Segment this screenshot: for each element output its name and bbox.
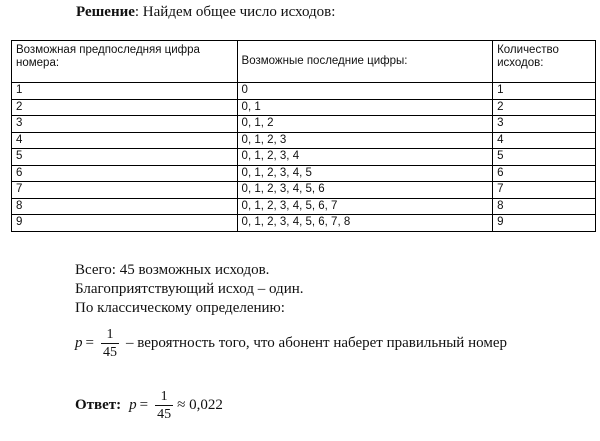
cell-outcome-count: 7	[493, 182, 596, 199]
header-outcome-count: Количество исходов:	[493, 41, 596, 83]
cell-penultimate-digit: 5	[12, 149, 238, 166]
probability-formula	[75, 326, 507, 361]
solution-heading	[76, 2, 335, 22]
answer-fraction	[155, 388, 173, 423]
header-last-digits: Возможные последние цифры:	[237, 41, 493, 83]
formula-numerator: 1	[106, 327, 114, 342]
formula-equals: =	[85, 335, 94, 351]
table-header-row	[12, 41, 596, 83]
cell-penultimate-digit: 1	[12, 83, 238, 100]
answer-label-text: Ответ	[75, 397, 117, 413]
outcomes-table	[11, 40, 596, 232]
favorable-outcome-text: Благоприятствующий исход – один.	[75, 281, 304, 297]
classic-definition-text: По классическому определению:	[75, 300, 285, 316]
answer-approx-value: ≈ 0,022	[177, 397, 223, 413]
table-body	[12, 83, 596, 232]
table-row	[12, 83, 596, 100]
table-row	[12, 215, 596, 232]
cell-outcome-count: 8	[493, 198, 596, 215]
formula-denominator: 45	[102, 345, 117, 360]
cell-last-digits: 0, 1, 2, 3, 4	[237, 149, 493, 166]
cell-last-digits: 0, 1, 2, 3, 4, 5	[237, 165, 493, 182]
header-penultimate-digit: Возможная предпоследняя цифра номера:	[12, 41, 238, 83]
cell-outcome-count: 6	[493, 165, 596, 182]
cell-last-digits: 0	[237, 83, 493, 100]
table-row	[12, 99, 596, 116]
cell-last-digits: 0, 1, 2, 3, 4, 5, 6, 7, 8	[237, 215, 493, 232]
table-row	[12, 165, 596, 182]
answer-label	[75, 397, 121, 414]
table-row	[12, 132, 596, 149]
cell-last-digits: 0, 1, 2	[237, 116, 493, 133]
cell-penultimate-digit: 9	[12, 215, 238, 232]
cell-outcome-count: 2	[493, 99, 596, 116]
cell-last-digits: 0, 1, 2, 3, 4, 5, 6	[237, 182, 493, 199]
formula-variable: p	[75, 335, 83, 351]
cell-outcome-count: 5	[493, 149, 596, 166]
cell-penultimate-digit: 7	[12, 182, 238, 199]
answer-denominator: 45	[157, 407, 172, 422]
cell-outcome-count: 9	[493, 215, 596, 232]
total-outcomes-text: Всего: 45 возможных исходов.	[75, 262, 270, 278]
solution-label: Решение	[76, 4, 135, 20]
cell-penultimate-digit: 6	[12, 165, 238, 182]
cell-last-digits: 0, 1, 2, 3	[237, 132, 493, 149]
answer-equals: =	[139, 397, 149, 413]
cell-penultimate-digit: 2	[12, 99, 238, 116]
cell-outcome-count: 1	[493, 83, 596, 100]
answer-variable: p	[129, 397, 137, 413]
cell-penultimate-digit: 8	[12, 198, 238, 215]
answer-numerator: 1	[160, 389, 168, 404]
table-row	[12, 149, 596, 166]
formula-description: – вероятность того, что абонент наберет правильный номер	[125, 335, 507, 351]
cell-last-digits: 0, 1	[237, 99, 493, 116]
formula-fraction	[101, 326, 119, 361]
cell-outcome-count: 4	[493, 132, 596, 149]
answer-colon: :	[116, 397, 122, 413]
solution-heading-text: : Найдем общее число исходов:	[134, 4, 336, 20]
table-row	[12, 116, 596, 133]
cell-penultimate-digit: 4	[12, 132, 238, 149]
cell-penultimate-digit: 3	[12, 116, 238, 133]
answer-line	[75, 388, 223, 423]
table-row	[12, 182, 596, 199]
cell-last-digits: 0, 1, 2, 3, 4, 5, 6, 7	[237, 198, 493, 215]
table-row	[12, 198, 596, 215]
cell-outcome-count: 3	[493, 116, 596, 133]
